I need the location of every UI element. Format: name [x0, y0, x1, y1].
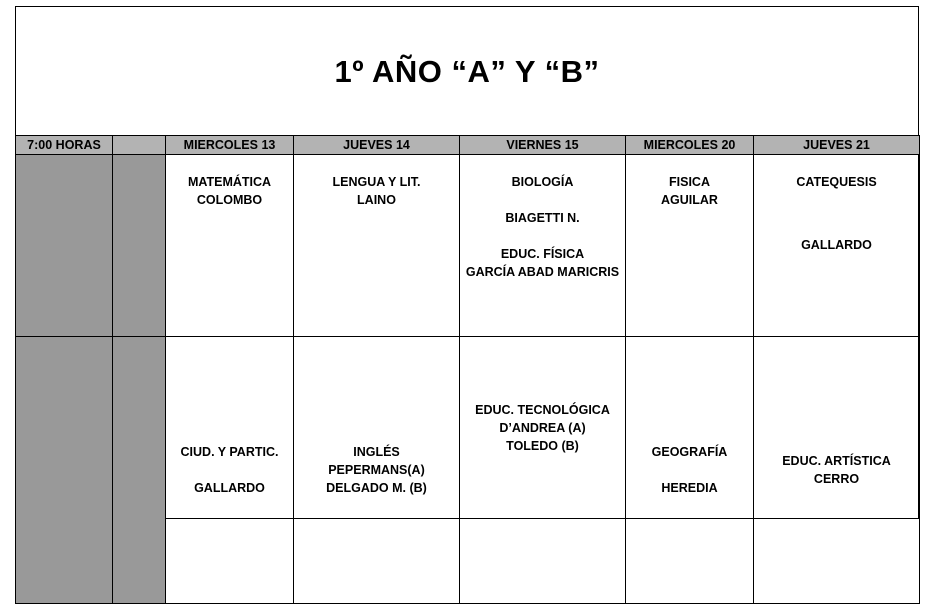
class-cell — [626, 337, 754, 604]
subject: MATEMÁTICA — [187, 175, 272, 189]
teacher: PEPERMANS(A) — [328, 463, 425, 477]
day-header: JUEVES 21 — [754, 136, 920, 155]
class-cell — [626, 155, 754, 337]
teacher: GARCÍA ABAD MARICRIS — [465, 265, 620, 279]
schedule-sheet — [15, 6, 919, 519]
class-cell — [460, 155, 626, 337]
subject: GEOGRAFÍA — [651, 445, 728, 459]
schedule-row — [16, 337, 920, 604]
day-header: MIERCOLES 13 — [166, 136, 294, 155]
day-header: JUEVES 14 — [294, 136, 460, 155]
teacher: TOLEDO (B) — [506, 439, 579, 453]
time-header: 7:00 HORAS — [16, 136, 113, 155]
teacher: COLOMBO — [196, 193, 263, 207]
subject: LENGUA Y LIT. — [332, 175, 421, 189]
blank-cell — [113, 155, 166, 337]
teacher: LAINO — [357, 193, 396, 207]
teacher: GALLARDO — [801, 238, 872, 252]
subject: EDUC. ARTÍSTICA — [782, 454, 891, 468]
schedule-table — [15, 135, 920, 604]
subject: CATEQUESIS — [796, 175, 877, 189]
day-header: VIERNES 15 — [460, 136, 626, 155]
class-cell — [166, 155, 294, 337]
teacher: GALLARDO — [194, 481, 265, 495]
teacher: HEREDIA — [661, 481, 718, 495]
time-cell — [16, 155, 113, 337]
title-box — [16, 7, 918, 136]
teacher: CERRO — [813, 472, 860, 486]
header-row — [16, 136, 920, 155]
class-cell — [294, 155, 460, 337]
teacher: DELGADO M. (B) — [326, 481, 427, 495]
subject: EDUC. FÍSICA — [500, 247, 585, 261]
class-cell — [294, 337, 460, 604]
class-cell — [460, 337, 626, 604]
subject: BIOLOGÍA — [511, 175, 574, 189]
teacher: D’ANDREA (A) — [499, 421, 586, 435]
subject: EDUC. TECNOLÓGICA — [475, 403, 610, 417]
blank-header — [113, 136, 166, 155]
subject: CIUD. Y PARTIC. — [180, 445, 279, 459]
class-cell — [754, 337, 920, 604]
class-cell — [166, 337, 294, 604]
subject: FISICA — [669, 175, 710, 189]
teacher: AGUILAR — [661, 193, 718, 207]
subject: INGLÉS — [353, 445, 400, 459]
teacher: BIAGETTI N. — [505, 211, 580, 225]
class-cell — [754, 155, 920, 337]
schedule-row — [16, 155, 920, 337]
page-title: 1º AÑO “A” Y “B” — [334, 53, 600, 89]
blank-cell — [113, 337, 166, 604]
time-cell — [16, 337, 113, 604]
day-header: MIERCOLES 20 — [626, 136, 754, 155]
